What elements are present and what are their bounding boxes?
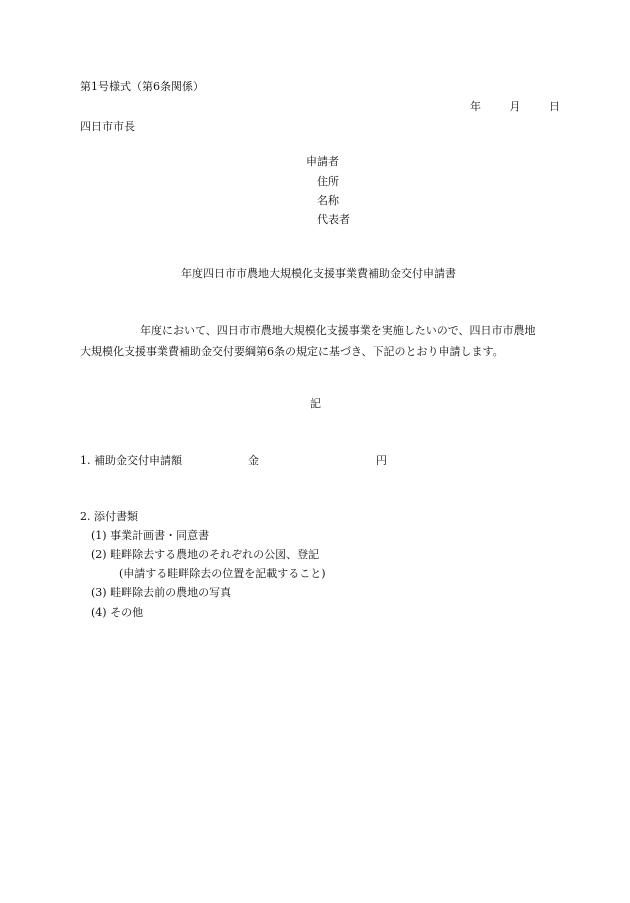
date-year: 年 (470, 100, 481, 113)
addressee: 四日市市長 (80, 120, 135, 133)
attachment-note: (申請する畦畔除去の位置を記載すること) (119, 567, 326, 580)
body-line-1: 年度において、四日市市農地大規模化支援事業を実施したいので、四日市市農地 (140, 324, 536, 337)
body-line-2: 大規模化支援事業費補助金交付要綱第6条の規定に基づき、下記のとおり申請します。 (80, 345, 504, 358)
applicant-representative-label: 代表者 (317, 213, 350, 226)
form-number: 第1号様式（第6条関係） (80, 80, 204, 93)
applicant-address-label: 住所 (317, 175, 339, 188)
attachment-item: (3) 畦畔除去前の農地の写真 (91, 586, 232, 599)
ki-heading: 記 (310, 397, 321, 410)
applicant-name-label: 名称 (317, 194, 339, 207)
date-month: 月 (509, 100, 521, 113)
item1-yen: 円 (376, 454, 387, 467)
document-title: 年度四日市市農地大規模化支援事業費補助金交付申請書 (181, 267, 456, 280)
attachment-item: (2) 畦畔除去する農地のそれぞれの公図、登記 (91, 548, 320, 561)
date-day: 日 (549, 100, 560, 113)
item2-label: 2. 添付書類 (80, 510, 138, 523)
attachment-item: (4) その他 (91, 606, 144, 619)
attachment-item: (1) 事業計画書・同意書 (91, 529, 210, 542)
item1-kin: 金 (248, 454, 259, 467)
date-line (470, 101, 560, 112)
applicant-label: 申請者 (306, 155, 339, 168)
body-paragraph (80, 320, 556, 362)
item1-label: 1. 補助金交付申請額 (80, 454, 182, 467)
